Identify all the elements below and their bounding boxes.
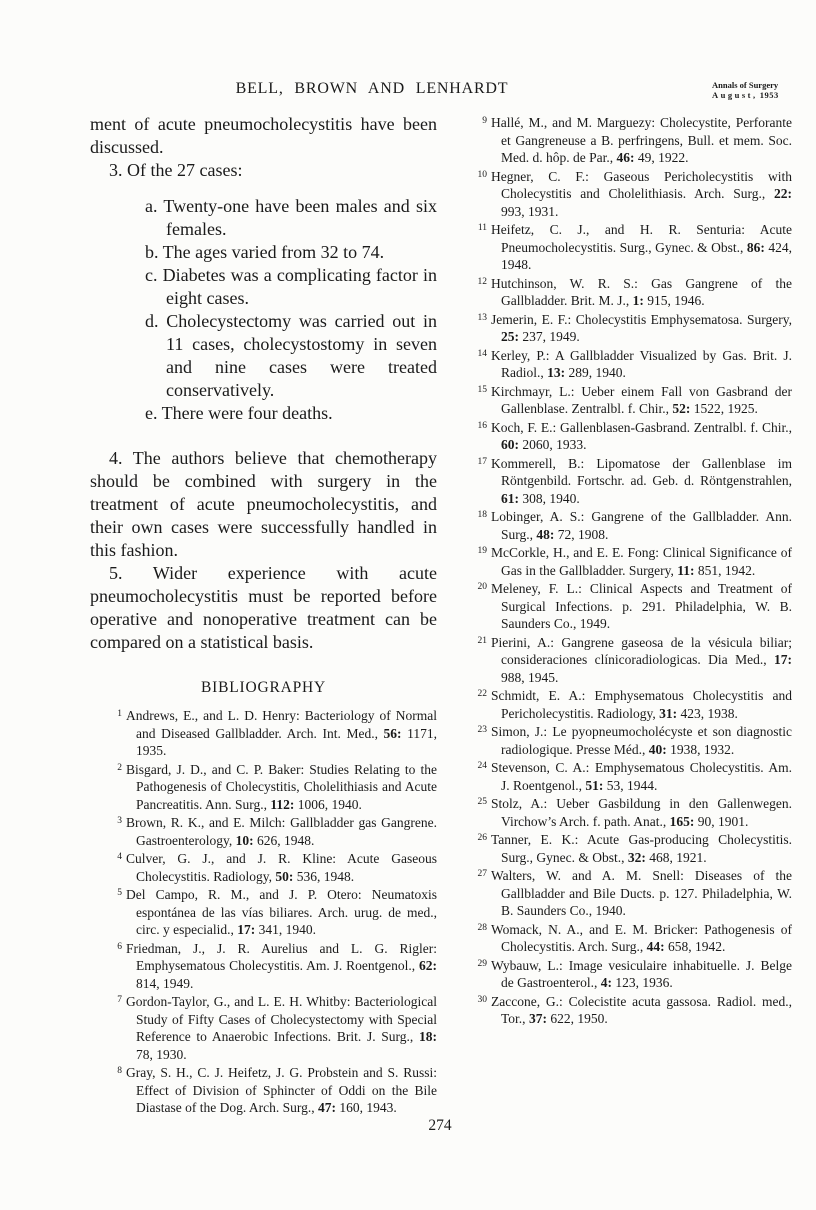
volume-number: 44: xyxy=(646,939,665,954)
reference-number: 6 xyxy=(117,941,122,952)
case-findings-list xyxy=(145,195,437,425)
reference-item: 26 Tanner, E. K.: Acute Gas-producing Cholecystitis. Surg., Gynec. & Obst., 32: 468, 1921. xyxy=(455,830,792,866)
reference-item: 16 Koch, F. E.: Gallenblasen-Gasbrand. Zentralbl. f. Chir., 60: 2060, 1933. xyxy=(455,418,792,454)
reference-number: 13 xyxy=(477,312,487,323)
reference-number: 15 xyxy=(477,384,487,395)
reference-item: 27 Walters, W. and A. M. Snell: Diseases of the Gallbladder and Bile Ducts. p. 127. Philadelphia, W. B. Saunders Co., 1940. xyxy=(455,866,792,920)
volume-number: 56: xyxy=(383,725,402,741)
volume-number: 1: xyxy=(632,293,644,308)
reference-number: 1 xyxy=(117,709,122,719)
volume-number: 47: xyxy=(317,1100,336,1115)
reference-item: 8 Gray, S. H., C. J. Heifetz, J. G. Probstein and S. Russi: Effect of Division of Sphincter of Oddi on the Bile Diastase of the Dog. Arch. Surg., 47: 160, 1943. xyxy=(90,1063,437,1117)
reference-number: 19 xyxy=(477,546,487,556)
running-head-authors: BELL, BROWN AND LENHARDT xyxy=(235,80,509,97)
case-finding-item: a. Twenty-one have been males and six females. xyxy=(145,196,437,239)
reference-item: 9 Hallé, M., and M. Marguezy: Cholecystite, Perforante et Gangreneuse a B. perfringens, Bull. et mem. Soc. Med. d. hôp. de Par., 46: 49, 1922. xyxy=(455,113,792,167)
volume-number: 60: xyxy=(501,437,519,452)
volume-number: 62: xyxy=(419,958,437,973)
reference-number: 7 xyxy=(117,995,122,1005)
volume-number: 31: xyxy=(659,705,678,721)
volume-number: 40: xyxy=(648,741,667,757)
volume-number: 17: xyxy=(774,652,792,667)
reference-number: 17 xyxy=(477,456,487,467)
volume-number: 51: xyxy=(585,777,604,793)
reference-number: 2 xyxy=(117,762,122,773)
reference-number: 16 xyxy=(477,420,487,431)
page-number: 274 xyxy=(428,1117,452,1134)
volume-number: 10: xyxy=(235,832,254,848)
reference-item: 24 Stevenson, C. A.: Emphysematous Cholecystitis. Am. J. Roentgenol., 51: 53, 1944. xyxy=(455,758,792,794)
case-finding-item: c. Diabetes was a complicating factor in eight cases. xyxy=(145,265,437,308)
conclusion-point-3: 3. Of the 27 cases: xyxy=(109,160,243,180)
reference-item: 3 Brown, R. K., and E. Milch: Gallbladder gas Gangrene. Gastroenterology, 10: 626, 1948. xyxy=(90,813,437,849)
reference-item: 17 Kommerell, B.: Lipomatose der Gallenblase im Röntgenbild. Fortschr. ad. Geb. d. Röntgenstrahlen, 61: 308, 1940. xyxy=(455,454,792,508)
reference-number: 25 xyxy=(477,797,487,807)
reference-item: 19 McCorkle, H., and E. E. Fong: Clinical Significance of Gas in the Gallbladder. Surgery, 11: 851, 1942. xyxy=(455,543,792,579)
volume-number: 18: xyxy=(419,1029,437,1044)
volume-number: 52: xyxy=(672,401,691,416)
volume-number: 46: xyxy=(616,150,635,165)
volume-number: 25: xyxy=(501,329,519,344)
journal-date-year: 1953 xyxy=(759,89,779,100)
reference-number: 22 xyxy=(477,689,487,699)
reference-item: 12 Hutchinson, W. R. S.: Gas Gangrene of the Gallbladder. Brit. M. J., 1: 915, 1946. xyxy=(455,274,792,310)
case-finding-item: e. There were four deaths. xyxy=(145,403,333,423)
reference-item: 30 Zaccone, G.: Colecistite acuta gassosa. Radiol. med., Tor., 37: 622, 1950. xyxy=(455,992,792,1028)
paragraph-continuation: ment of acute pneumocholecystitis have been discussed. xyxy=(90,114,437,157)
bibliography-heading: BIBLIOGRAPHY xyxy=(201,679,326,696)
reference-number: 3 xyxy=(117,816,122,826)
reference-number: 14 xyxy=(477,348,487,359)
reference-number: 11 xyxy=(477,223,487,233)
reference-number: 4 xyxy=(117,852,122,862)
references-left xyxy=(90,706,437,1117)
reference-number: 8 xyxy=(117,1066,122,1076)
reference-item: 23 Simon, J.: Le pyopneumocholécyste et son diagnostic radiologique. Presse Méd., 40: 1938, 1932. xyxy=(455,722,792,758)
journal-date xyxy=(712,91,812,101)
reference-item: 6 Friedman, J., J. R. Aurelius and L. G. Rigler: Emphysematous Cholecystitis. Am. J. Roentgenol., 62: 814, 1949. xyxy=(90,939,437,993)
case-finding-item: d. Cholecystectomy was carried out in 11 cases, cholecystostomy in seven and nine cases were treated conservatively. xyxy=(145,311,437,400)
reference-number: 24 xyxy=(477,761,487,771)
volume-number: 48: xyxy=(536,526,555,542)
reference-item: 1 Andrews, E., and L. D. Henry: Bacteriology of Normal and Diseased Gallbladder. Arch. Int. Med., 56: 1171, 1935. xyxy=(90,706,437,760)
reference-number: 30 xyxy=(477,994,487,1005)
reference-item: 14 Kerley, P.: A Gallbladder Visualized by Gas. Brit. J. Radiol., 13: 289, 1940. xyxy=(455,346,792,382)
reference-number: 23 xyxy=(477,725,487,735)
volume-number: 61: xyxy=(501,490,519,506)
volume-number: 11: xyxy=(677,562,695,578)
volume-number: 22: xyxy=(774,186,792,201)
right-column xyxy=(455,113,792,1028)
volume-number: 37: xyxy=(528,1011,547,1026)
references-right xyxy=(455,113,792,1028)
reference-item: 28 Womack, N. A., and E. M. Bricker: Pathogenesis of Cholecystitis. Arch. Surg., 44: 658, 1942. xyxy=(455,920,792,956)
reference-number: 12 xyxy=(477,276,487,287)
case-finding-item: b. The ages varied from 32 to 74. xyxy=(145,242,385,262)
reference-item: 10 Hegner, C. F.: Gaseous Pericholecystitis with Cholecystitis and Cholelithiasis. Arch. Surg., 22: 993, 1931. xyxy=(455,167,792,221)
reference-item: 7 Gordon-Taylor, G., and L. E. H. Whitby: Bacteriological Study of Fifty Cases of Cholecystectomy with Special Reference to Anaerobic Infections. Brit. J. Surg., 18: 78, 1930. xyxy=(90,992,437,1063)
volume-number: 13: xyxy=(547,365,566,380)
reference-number: 21 xyxy=(477,635,487,646)
reference-number: 26 xyxy=(477,833,487,843)
volume-number: 17: xyxy=(237,922,256,937)
reference-item: 18 Lobinger, A. S.: Gangrene of the Gallbladder. Ann. Surg., 48: 72, 1908. xyxy=(455,507,792,543)
volume-number: 112: xyxy=(270,796,295,812)
journal-info xyxy=(712,81,812,100)
journal-name: Annals of Surgery xyxy=(712,80,779,90)
reference-number: 28 xyxy=(477,922,487,933)
reference-item: 25 Stolz, A.: Ueber Gasbildung in den Gallenwegen. Virchow’s Arch. f. path. Anat., 165: 90, 1901. xyxy=(455,794,792,830)
reference-item: 21 Pierini, A.: Gangrene gaseosa de la vésicula biliar; consideraciones clínicoradiologicas. Dia Med., 17: 988, 1945. xyxy=(455,633,792,687)
journal-date-month: August, xyxy=(712,89,758,100)
reference-item: 13 Jemerin, E. F.: Cholecystitis Emphysematosa. Surgery, 25: 237, 1949. xyxy=(455,310,792,346)
reference-number: 5 xyxy=(117,888,122,898)
reference-item: 22 Schmidt, E. A.: Emphysematous Cholecystitis and Pericholecystitis. Radiology, 31: 423, 1938. xyxy=(455,686,792,722)
volume-number: 32: xyxy=(627,849,646,865)
volume-number: 50: xyxy=(275,868,294,884)
volume-number: 165: xyxy=(669,813,695,829)
reference-number: 9 xyxy=(482,116,487,126)
volume-number: 86: xyxy=(746,239,765,255)
reference-item: 4 Culver, G. J., and J. R. Kline: Acute Gaseous Cholecystitis. Radiology, 50: 536, 1948. xyxy=(90,849,437,885)
reference-item: 5 Del Campo, R. M., and J. P. Otero: Neumatoxis espontánea de las vías biliares. Arch. urug. de med., circ. y especialid., 17: 341, 1940. xyxy=(90,885,437,939)
reference-item: 20 Meleney, F. L.: Clinical Aspects and Treatment of Surgical Infections. p. 291. Philadelphia, W. B. Saunders Co., 1949. xyxy=(455,579,792,633)
left-column xyxy=(90,113,437,1117)
reference-item: 2 Bisgard, J. D., and C. P. Baker: Studies Relating to the Pathogenesis of Cholecystitis, Cholelithiasis and Acute Pancreatitis. Ann. Surg., 112: 1006, 1940. xyxy=(90,760,437,814)
reference-item: 11 Heifetz, C. J., and H. R. Senturia: Acute Pneumocholecystitis. Surg., Gynec. & Obst., 86: 424, 1948. xyxy=(455,220,792,274)
reference-number: 27 xyxy=(477,869,487,879)
reference-number: 18 xyxy=(477,510,487,520)
conclusion-point-4: 4. The authors believe that chemotherapy should be combined with surgery in the treatment of acute pneumocholecystitis, and their own cases were successfully handled in this fashion. xyxy=(90,448,437,560)
reference-number: 29 xyxy=(477,958,487,969)
reference-number: 20 xyxy=(477,582,487,592)
conclusion-point-5: 5. Wider experience with acute pneumocholecystitis must be reported before operative and nonoperative treatment can be compared on a statistical basis. xyxy=(90,563,437,652)
reference-number: 10 xyxy=(477,169,487,180)
reference-item: 15 Kirchmayr, L.: Ueber einem Fall von Gasbrand der Gallenblase. Zentralbl. f. Chir., 52: 1522, 1925. xyxy=(455,382,792,418)
reference-item: 29 Wybauw, L.: Image vesiculaire inhabituelle. J. Belge de Gastroenterol., 4: 123, 1936. xyxy=(455,956,792,992)
volume-number: 4: xyxy=(600,975,612,990)
